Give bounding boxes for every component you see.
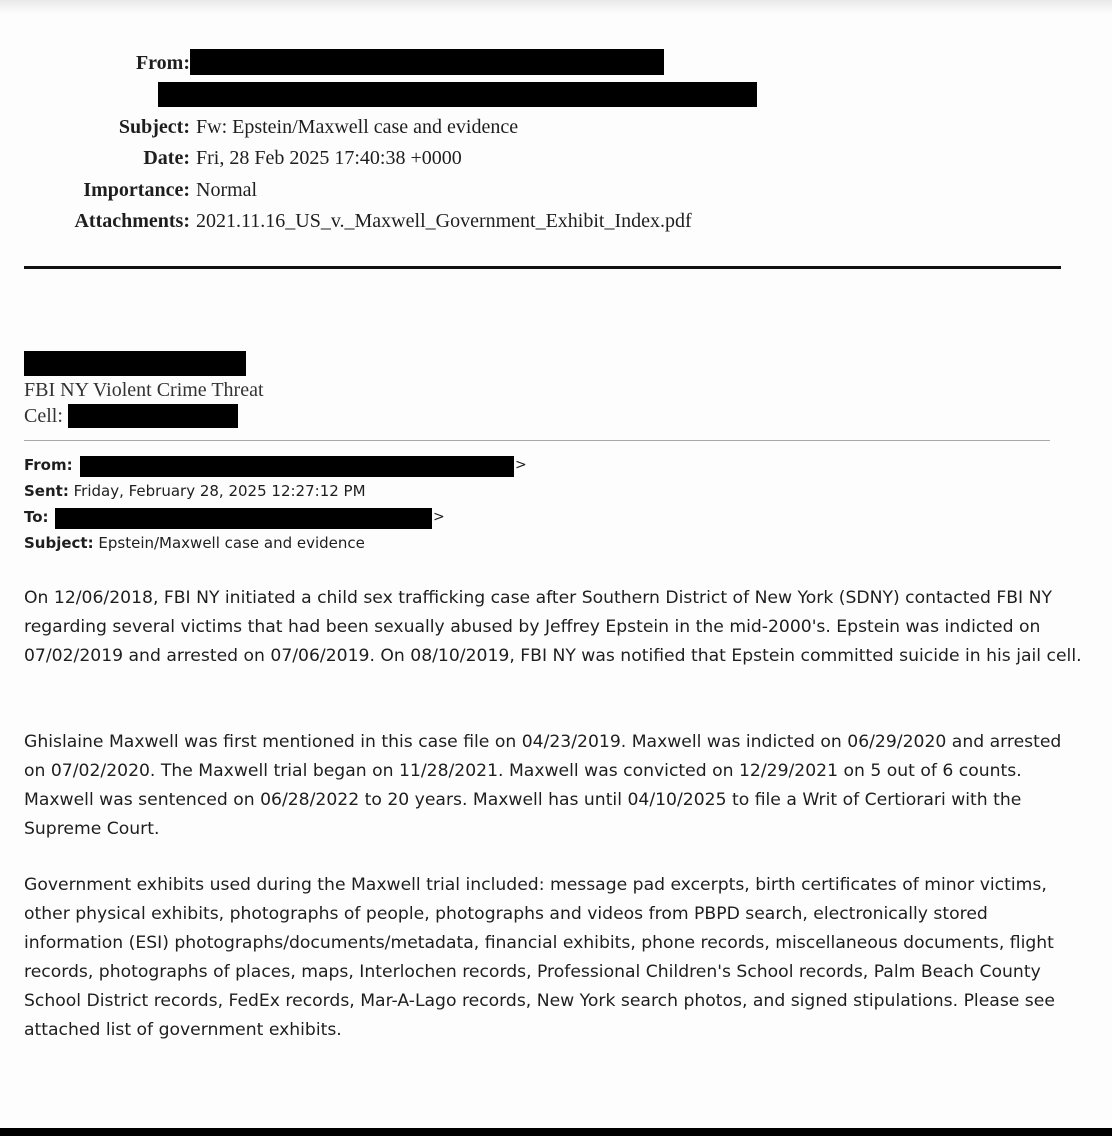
body-paragraph-2: Ghislaine Maxwell was first mentioned in this case file on 04/23/2019. Maxwell was indicted on 06/29/2020 and arrested on 07/02/2020. The Maxwell trial began on 11/28/2021. Maxwell was convicted on 12/29/2021 on 5 out of 6 counts. Maxwell was sentenced on 06/28/2022 to 20 years. Maxwell has until 04/10/2025 to file a Writ of Certiorari with the Supreme Court. — [24, 732, 1062, 839]
outer-importance-label-cell — [0, 178, 190, 202]
attachment-filename[interactable]: 2021.11.16_US_v._Maxwell_Government_Exhibit_Index.pdf — [196, 210, 692, 232]
outer-date-value: Fri, 28 Feb 2025 17:40:38 +0000 — [196, 147, 462, 169]
inner-from-suffix: > — [515, 457, 527, 473]
redacted-sender-name — [24, 351, 246, 376]
redacted-from-address — [190, 49, 664, 75]
inner-subject-value: Epstein/Maxwell case and evidence — [98, 534, 365, 552]
inner-sent-row — [24, 481, 366, 501]
inner-subject-label: Subject: — [24, 534, 94, 552]
inner-to-label: To: — [24, 508, 49, 526]
redacted-from-address-line2 — [158, 82, 757, 107]
outer-attachments-label-cell — [0, 209, 190, 233]
outer-importance-value: Normal — [196, 179, 258, 201]
outer-date-label: Date: — [143, 147, 190, 169]
inner-subject-row — [24, 533, 365, 553]
body-paragraph-1: On 12/06/2018, FBI NY initiated a child sex trafficking case after Southern District of New York (SDNY) contacted FBI NY regarding several victims that had been sexually abused by Jeffrey Epstein in the mid-2000's. Epstein was indicted on 07/02/2019 and arrested on 07/06/2019. On 08/10/2019, FBI NY was notified that Epstein committed suicide in his jail cell. — [24, 588, 1082, 666]
inner-to-row — [24, 507, 49, 527]
redacted-inner-from — [80, 456, 514, 477]
outer-subject-label: Subject: — [118, 116, 190, 138]
redacted-inner-to — [55, 508, 432, 529]
body-paragraph-3: Government exhibits used during the Maxwell trial included: message pad excerpts, birth certificates of minor victims, other physical exhibits, photographs of people, photographs and videos from PBPD search, electronically stored information (ESI) photographs/documents/metadata, financial exhibits, phone records, miscellaneous documents, flight records, photographs of places, maps, Interlochen records, Professional Children's School records, Palm Beach County School District records, FedEx records, Mar-A-Lago records, New York search photos, and signed stipulations. Please see attached list of government exhibits. — [24, 875, 1055, 1040]
outer-importance-label: Importance: — [83, 179, 190, 201]
outer-date-label-cell — [0, 146, 190, 170]
inner-sent-label: Sent: — [24, 482, 69, 500]
outer-subject-label-cell — [0, 115, 190, 139]
signature-divider — [24, 440, 1050, 441]
signature-org-line: FBI NY Violent Crime Threat — [24, 379, 264, 401]
header-divider — [24, 266, 1061, 269]
outer-from-row — [0, 51, 190, 75]
redacted-cell-number — [68, 404, 238, 428]
inner-sent-value: Friday, February 28, 2025 12:27:12 PM — [73, 482, 366, 500]
inner-to-suffix: > — [433, 509, 445, 525]
outer-subject-value: Fw: Epstein/Maxwell case and evidence — [196, 116, 519, 138]
scan-shadow — [0, 0, 1112, 14]
outer-from-label: From: — [135, 52, 190, 74]
outer-attachments-label: Attachments: — [74, 210, 190, 232]
inner-from-label: From: — [24, 456, 73, 474]
inner-from-row — [24, 455, 73, 475]
signature-cell-label: Cell: — [24, 405, 63, 427]
scan-bottom-edge — [0, 1128, 1112, 1136]
